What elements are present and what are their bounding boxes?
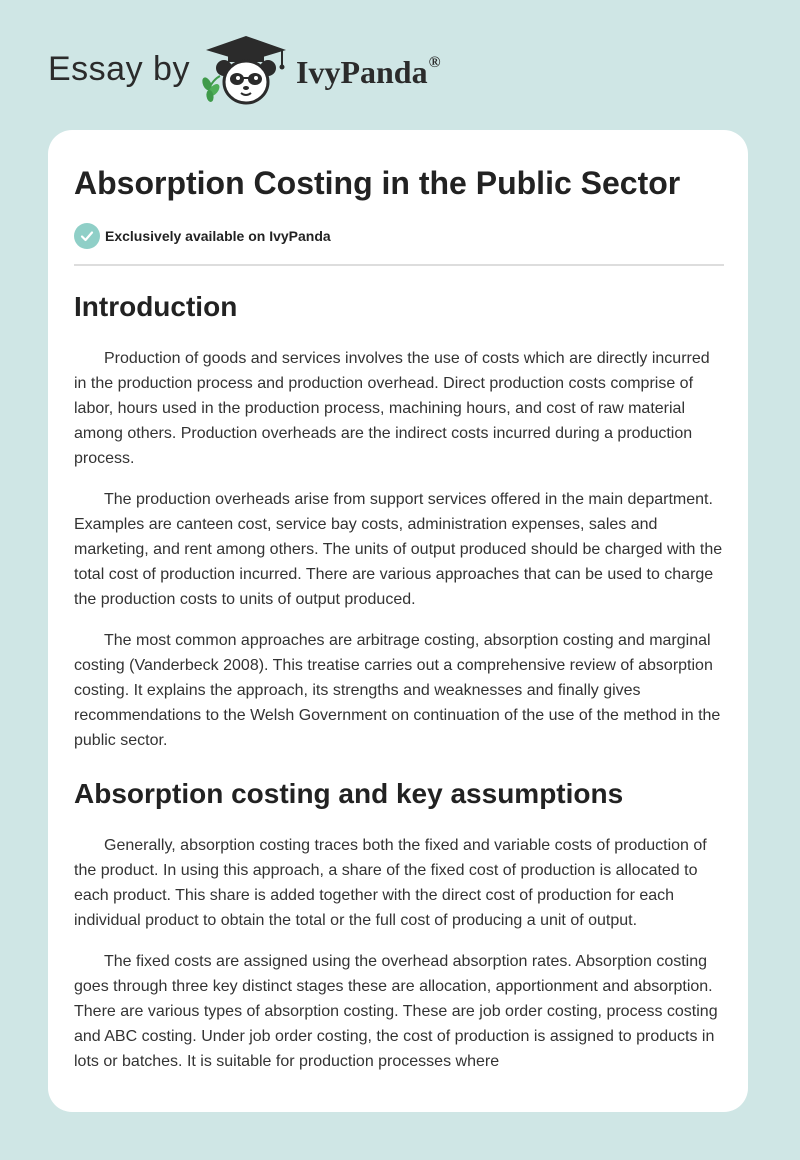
article-content: [74, 160, 724, 1074]
site-header: [0, 0, 800, 130]
paragraph: The production overheads arise from support services offered in the main department. Examples are canteen cost, service bay costs, administration expenses, sales and marketing, and rent among others. The units of output produced should be charged with the total cost of production incurred. There are various approaches that can be used to charge the production costs to units of output produced.: [74, 491, 723, 608]
paragraph: Production of goods and services involves the use of costs which are directly incurred in the production process and production overhead. Direct production costs comprise of labor, hours used in the production process, machining hours, and cost of raw material among others. Production overheads are the indirect costs incurred during a production process.: [74, 350, 710, 467]
brand-name[interactable]: [296, 54, 441, 91]
page-title: Absorption Costing in the Public Sector: [74, 165, 681, 201]
article-card: [48, 130, 748, 1112]
checkmark-icon: [74, 223, 100, 249]
exclusive-badge-label: Exclusively available on IvyPanda: [105, 228, 331, 244]
section-heading: Absorption costing and key assumptions: [74, 778, 624, 809]
paragraph: The fixed costs are assigned using the overhead absorption rates. Absorption costing goes through three key distinct stages these are allocation, apportionment and absorption. There are various types of absorption costing. These are job order costing, process costing and ABC costing. Under job order costing, the cost of production is assigned to products in lots or batches. It is suitable for production processes where: [74, 953, 718, 1070]
registered-mark: ®: [428, 54, 441, 72]
panda-graduate-icon[interactable]: [198, 32, 294, 110]
divider: [74, 264, 724, 266]
paragraph: Generally, absorption costing traces both the fixed and variable costs of production of the product. In using this approach, a share of the fixed cost of production is allocated to each product. This share is added together with the direct cost of production for each individual product to obtain the total or the full cost of producing a unit of output.: [74, 837, 707, 929]
brand-name-text: IvyPanda: [296, 54, 428, 90]
paragraph: The most common approaches are arbitrage costing, absorption costing and marginal costing (Vanderbeck 2008). This treatise carries out a comprehensive review of absorption costing. It explains the approach, its strengths and weaknesses and finally gives recommendations to the Welsh Government on continuation of the use of the method in the public sector.: [74, 632, 721, 749]
section-heading: Introduction: [74, 291, 238, 322]
essay-by-label: Essay by: [48, 50, 190, 88]
exclusive-badge: [74, 222, 724, 250]
